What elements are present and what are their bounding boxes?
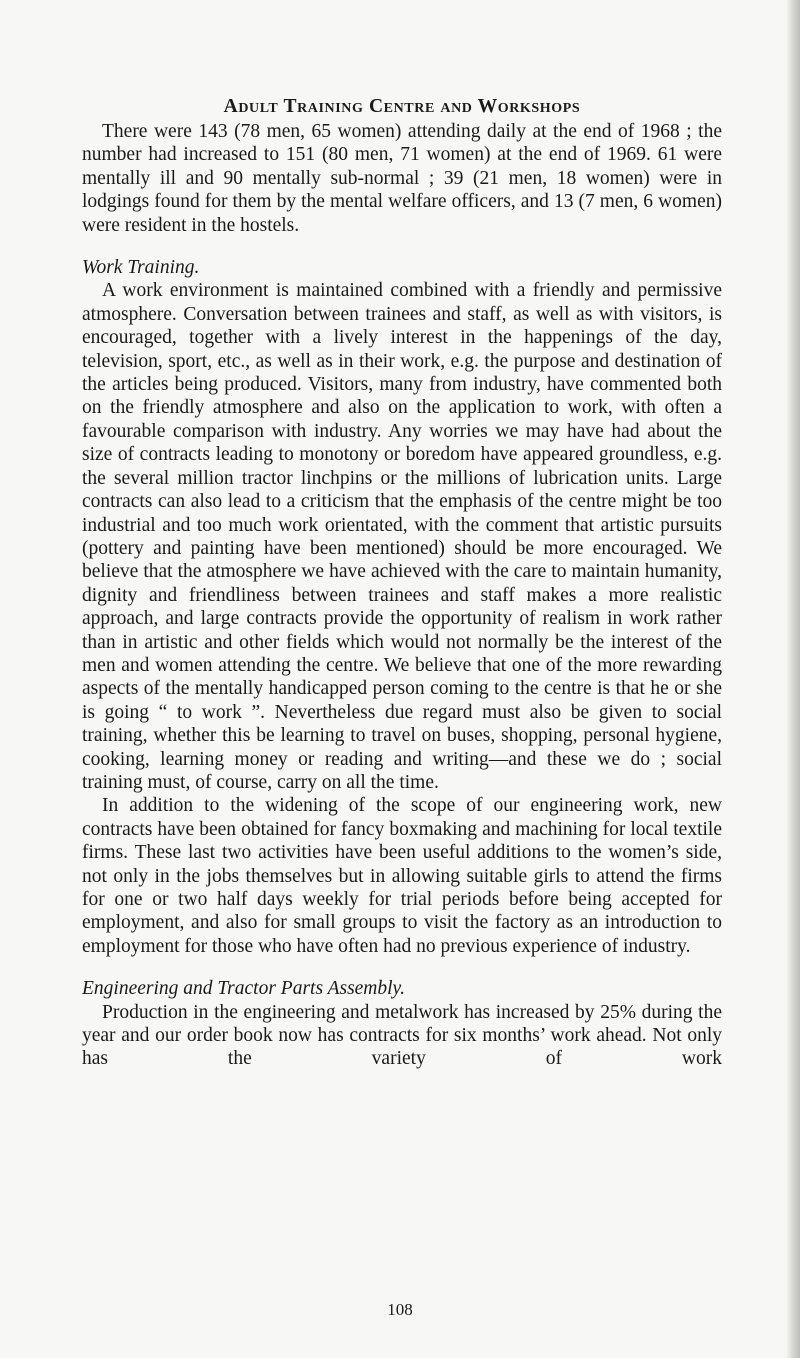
page-content (82, 96, 722, 1071)
section-heading: Adult Training Centre and Workshops (223, 96, 581, 117)
page-edge-shadow (786, 0, 800, 1358)
paragraph: In addition to the widening of the scope of our engineering work, new contracts have been obtained for fancy boxmaking and machining for local textile firms. These last two activities have been useful additions to the women’s side, not only in the jobs themselves but in allowing suitable girls to attend the firms for one or two half days weekly for trial periods before being accepted for employment, and also for small groups to visit the factory as an introduction to employment for those who have often had no previous experience of industry. (82, 795, 722, 957)
spacer (82, 237, 722, 256)
paragraph: Production in the engineering and metalwork has increased by 25% during the year and our order book now has contracts for six months’ work ahead. Not only has the variety of work (82, 1001, 722, 1070)
subheading-work-training: Work Training. (82, 257, 200, 279)
subheading-engineering: Engineering and Tractor Parts Assembly. (82, 978, 406, 1000)
spacer (82, 958, 722, 977)
paragraph: A work environment is maintained combined with a friendly and permissive atmosphere. Conversation between trainees and staff, as well as with visitors, is encouraged, together with a lively interest in the happenings of the day, television, sport, etc., as well as in their work, e.g. the purpose and destination of the articles being produced. Visitors, many from industry, have commented both on the friendly atmosphere and also on the application to work, with often a favourable comparison with industry. Any worries we may have had about the size of contracts leading to monotony or boredom have appeared groundless, e.g. the several million tractor linchpins or the millions of lubrication units. Large contracts can also lead to a criticism that the emphasis of the centre might be too industrial and too much work orientated, with the comment that artistic pursuits (pottery and painting have been mentioned) should be more encouraged. We believe that the atmosphere we have achieved with the care to maintain humanity, dignity and friendliness between trainees and staff makes a more realistic approach, and large contracts provide the opportunity of realism in work rather than in artistic and other fields which would not normally be the interest of the men and women attending the centre. We believe that one of the more rewarding aspects of the mentally handicapped person coming to the centre is that he or she is going “ to work ”. Nevertheless due regard must also be given to social training, whether this be learning to travel on buses, shopping, personal hygiene, cooking, learning money or reading and writing—and these we do ; social training must, of course, carry on all the time. (82, 280, 722, 793)
intro-paragraph: There were 143 (78 men, 65 women) attending daily at the end of 1968 ; the number had increased to 151 (80 men, 71 women) at the end of 1969. 61 were mentally ill and 90 mentally sub-normal ; 39 (21 men, 18 women) were in lodgings found for them by the mental welfare officers, and 13 (7 men, 6 women) were resident in the hostels. (82, 121, 722, 236)
page-number: 108 (387, 1300, 413, 1319)
